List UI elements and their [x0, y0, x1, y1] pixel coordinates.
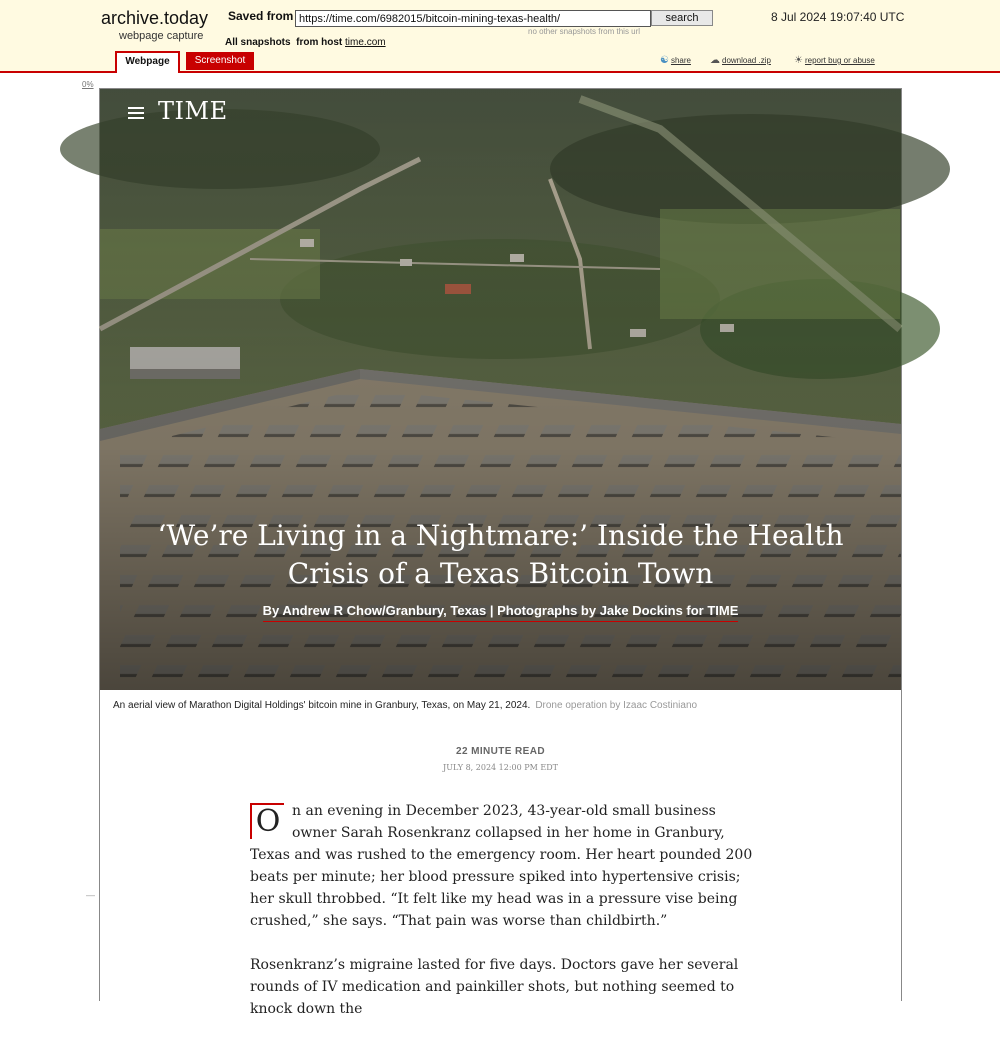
bug-icon: ☀: [794, 55, 803, 66]
paragraph-1: [250, 800, 754, 932]
read-time: 22 MINUTE READ: [456, 746, 545, 757]
hero-image: [100, 89, 901, 690]
report-label: report bug or abuse: [804, 56, 875, 65]
aerial-photo: [100, 89, 901, 690]
scroll-percent[interactable]: 0%: [82, 80, 94, 89]
all-snapshots-link[interactable]: All snapshots: [225, 37, 291, 48]
byline-text[interactable]: By Andrew R Chow/Granbury, Texas | Photographs by Jake Dockins for TIME: [263, 603, 739, 622]
host-link[interactable]: time.com: [345, 37, 386, 48]
download-label: download .zip: [722, 56, 771, 65]
from-host-label: from host: [296, 37, 343, 48]
article-byline: [100, 603, 901, 618]
share-label: share: [670, 56, 691, 65]
side-marker: —: [86, 890, 95, 900]
download-link[interactable]: [710, 55, 771, 66]
cloud-download-icon: ☁: [710, 55, 720, 66]
drop-cap: O: [250, 803, 284, 839]
menu-icon[interactable]: [128, 107, 144, 119]
all-snapshots-line: [225, 37, 386, 48]
publish-date: JULY 8, 2024 12:00 PM EDT: [443, 763, 558, 772]
article-headline: ‘We’re Living in a Nightmare:’ Inside the Health Crisis of a Texas Bitcoin Town: [157, 519, 844, 590]
paragraph-1-text: n an evening in December 2023, 43-year-old small business owner Sarah Rosenkranz collapsed in her home in Granbury, Texas and was rushed to the emergency room. Her heart pounded 200 beats per minute; her blood pressure spiked into hypertensive crisis; her skull throbbed. “It felt like my head was in a pressure vise being crushed,” she says. “That pain was worse than childbirth.”: [250, 803, 753, 929]
share-link[interactable]: [660, 55, 691, 66]
search-button[interactable]: search: [651, 10, 713, 26]
archive-brand-subtitle: webpage capture: [119, 30, 204, 42]
tab-webpage[interactable]: Webpage: [115, 51, 180, 73]
saved-from-label: Saved from: [228, 9, 294, 23]
article-body: [250, 800, 754, 1042]
tab-screenshot[interactable]: Screenshot: [186, 52, 254, 70]
archive-header: [0, 0, 1000, 73]
url-input[interactable]: [295, 10, 651, 27]
captured-page: [99, 88, 902, 1017]
paragraph-2: Rosenkranz’s migraine lasted for five days. Doctors gave her several rounds of IV medication and painkiller shots, but nothing seemed to knock down the: [250, 957, 739, 1017]
caption-text: An aerial view of Marathon Digital Holdings' bitcoin mine in Granbury, Texas, on May 21, 2024.: [113, 700, 531, 711]
capture-timestamp: 8 Jul 2024 19:07:40 UTC: [771, 10, 905, 24]
time-logo[interactable]: TIME: [158, 97, 228, 125]
caption-credit: Drone operation by Izaac Costiniano: [535, 700, 698, 711]
no-snapshots-note: no other snapshots from this url: [528, 27, 641, 36]
report-link[interactable]: [794, 55, 875, 66]
share-icon: ☯: [660, 55, 669, 66]
archive-brand[interactable]: archive.today: [101, 8, 209, 28]
photo-caption: [113, 700, 697, 711]
